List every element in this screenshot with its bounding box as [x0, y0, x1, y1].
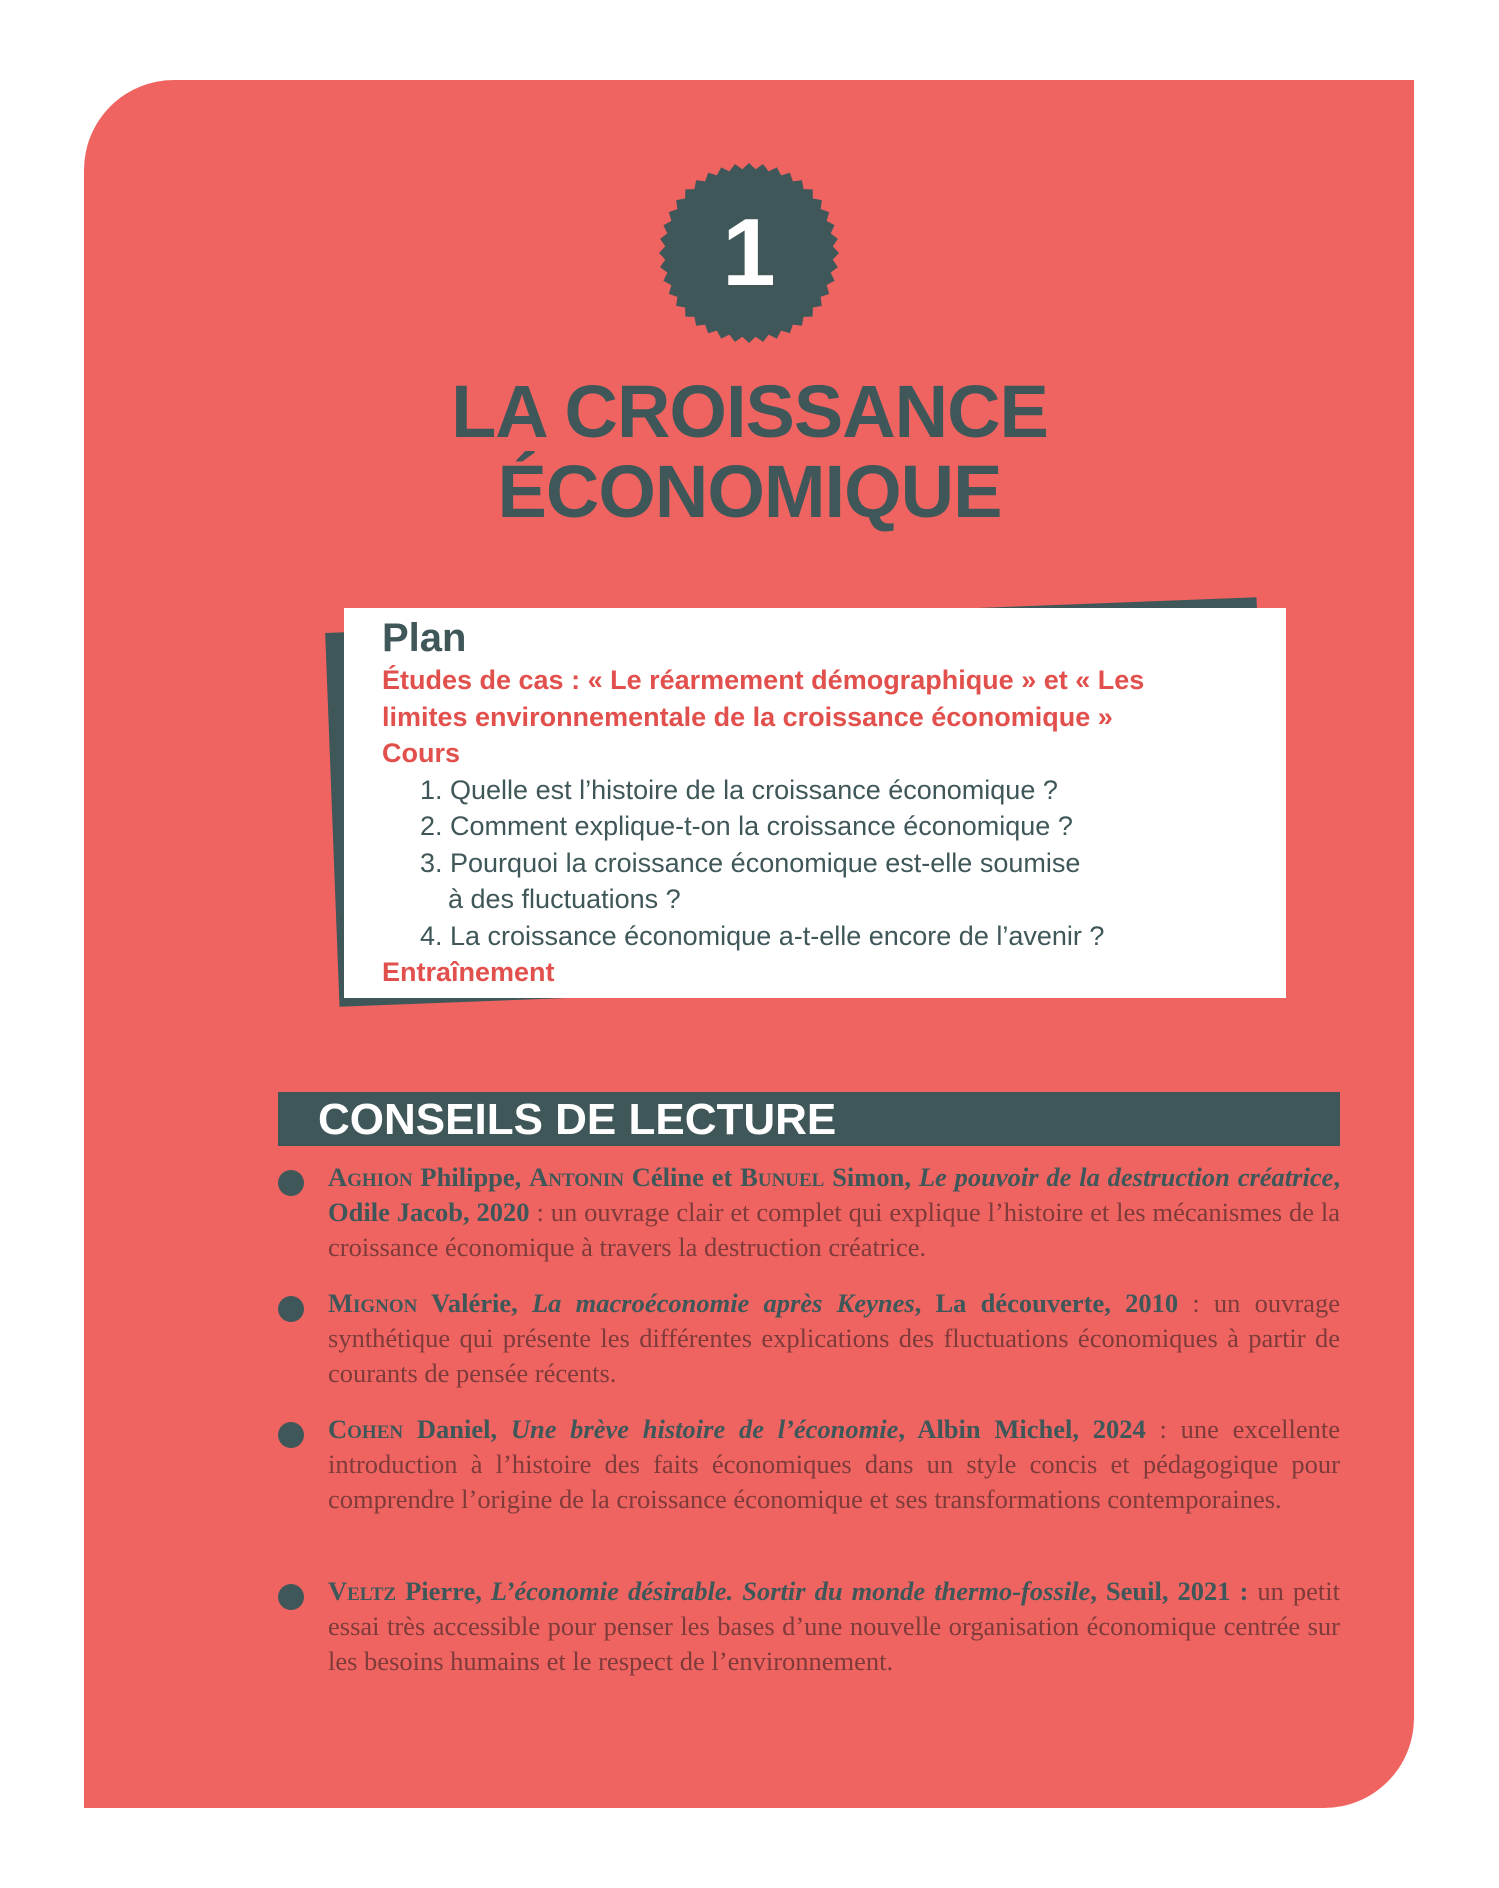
reading-entry-4 [328, 1574, 1340, 1679]
author-firstname: Simon, [824, 1162, 919, 1192]
book-publisher: , Seuil, 2021 : [1090, 1576, 1249, 1606]
plan-training-label: Entraînement [382, 957, 555, 987]
plan-case-studies-line-1: Études de cas : « Le réarmement démographique » et « Les [382, 665, 1145, 695]
reading-advice-title: CONSEILS DE LECTURE [318, 1095, 837, 1144]
author-firstname: Valérie, [417, 1288, 532, 1318]
book-description: : une excellente introduction à l’histoire des faits économiques dans un style concis et pédagogique pour comprendre l’origine de la croissance économique et ses transformations contemporaines. [328, 1414, 1340, 1514]
author-firstname: Philippe, [412, 1162, 530, 1192]
plan-item-3-continuation: à des fluctuations ? [448, 884, 681, 914]
chapter-title [300, 372, 1199, 532]
chapter-number-badge [657, 161, 841, 345]
plan-item-4: 4. La croissance économique a-t-elle encore de l’avenir ? [420, 920, 1105, 951]
author-surname: Cohen [328, 1414, 404, 1444]
chapter-title-line-1: LA CROISSANCE [451, 370, 1048, 453]
plan-heading: Plan [382, 616, 467, 660]
author-surname: Antonin [529, 1162, 624, 1192]
author-surname: Veltz [328, 1576, 397, 1606]
chapter-title-line-2: ÉCONOMIQUE [497, 450, 1002, 533]
plan-item-2: 2. Comment explique-t-on la croissance économique ? [420, 811, 1073, 841]
entry-author [328, 1414, 511, 1444]
entry-author [328, 1288, 532, 1318]
bullet-icon [278, 1584, 304, 1610]
bullet-icon [278, 1296, 304, 1322]
chapter-number: 1 [722, 199, 776, 306]
book-publisher: , La découverte, 2010 [914, 1288, 1179, 1318]
author-surname: Aghion [328, 1162, 413, 1192]
book-title: Le pouvoir de la destruction créatrice [918, 1162, 1334, 1192]
reading-entry-3 [328, 1412, 1340, 1517]
reading-entry-2 [328, 1286, 1340, 1391]
author-firstname: Daniel, [403, 1414, 511, 1444]
entry-author [328, 1576, 491, 1606]
book-description: : un ouvrage clair et complet qui explique l’histoire et les mécanismes de la croissance économique à travers la destruction créatrice. [328, 1197, 1340, 1262]
book-title: L’économie désirable. Sortir du monde thermo-fossile [490, 1576, 1091, 1606]
book-publisher: , Albin Michel, 2024 [898, 1414, 1146, 1444]
reading-entry-1 [328, 1160, 1340, 1265]
author-surname: Bunuel [740, 1162, 825, 1192]
reading-advice-header [278, 1092, 1340, 1146]
plan-item-1: 1. Quelle est l’histoire de la croissance économique ? [420, 774, 1058, 805]
plan-cours-label: Cours [382, 738, 461, 768]
book-title: La macroéconomie après Keynes [531, 1288, 915, 1318]
entry-author [328, 1162, 919, 1192]
author-surname: Mignon [328, 1288, 418, 1318]
author-firstname: Céline et [623, 1162, 741, 1192]
bullet-icon [278, 1170, 304, 1196]
book-description: un petit essai très accessible pour penser les bases d’une nouvelle organisation économique centrée sur les besoins humains et le respect de l’environnement. [328, 1576, 1340, 1676]
book-title: Une brève histoire de l’économie [510, 1414, 899, 1444]
plan-box [344, 608, 1286, 998]
plan-case-studies-line-2: limites environnementale de la croissance économique » [382, 701, 1113, 732]
book-publisher: , Odile Jacob, 2020 [328, 1162, 1340, 1227]
plan-item-3: 3. Pourquoi la croissance économique est-elle soumise [420, 847, 1081, 878]
author-firstname: Pierre, [396, 1576, 491, 1606]
bullet-icon [278, 1422, 304, 1448]
book-description: : un ouvrage synthétique qui présente les différentes explications des fluctuations économiques à partir de courants de pensée récents. [328, 1288, 1340, 1388]
